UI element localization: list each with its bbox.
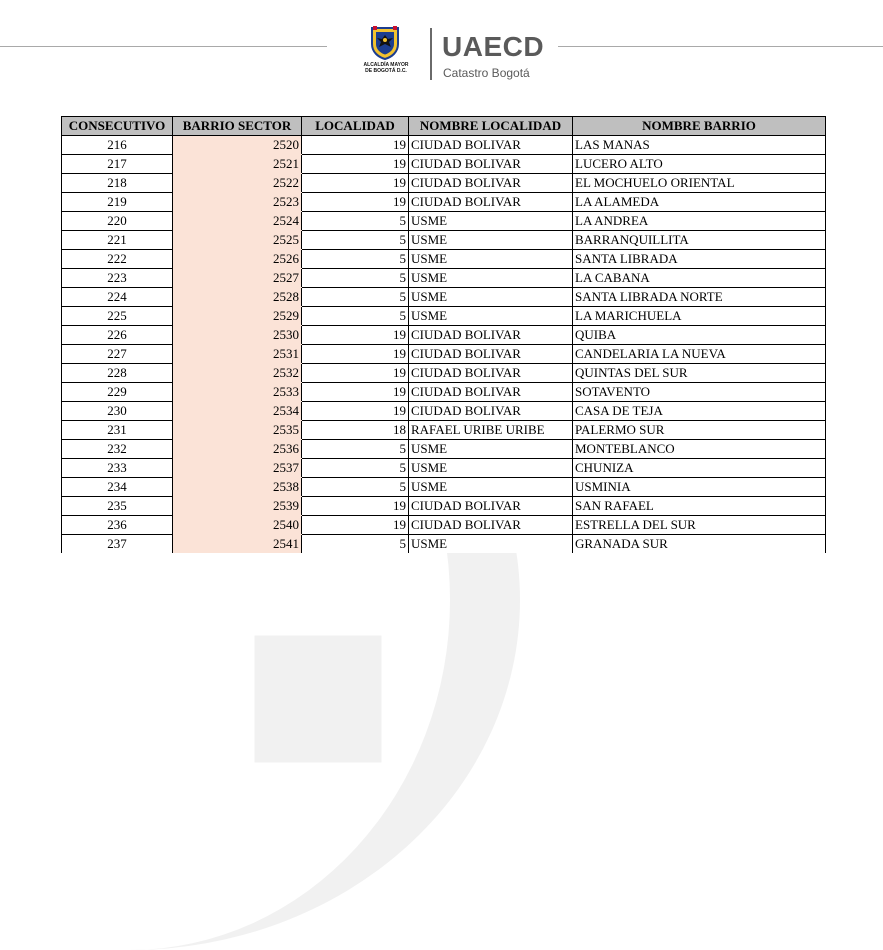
cell-nombre-barrio: MONTEBLANCO xyxy=(573,440,826,459)
cell-barrio-sector: 2536 xyxy=(173,440,302,459)
table-row xyxy=(62,288,826,307)
cell-localidad: 19 xyxy=(302,402,409,421)
table-row xyxy=(62,535,826,554)
cell-barrio-sector: 2538 xyxy=(173,478,302,497)
column-header-nombre-barrio: NOMBRE BARRIO xyxy=(573,117,826,136)
cell-nombre-localidad: USME xyxy=(409,250,573,269)
cell-localidad: 19 xyxy=(302,497,409,516)
cell-nombre-localidad: USME xyxy=(409,478,573,497)
brand-title: UAECD xyxy=(442,31,545,62)
cell-localidad: 19 xyxy=(302,345,409,364)
table-row xyxy=(62,440,826,459)
cell-localidad: 5 xyxy=(302,459,409,478)
cell-consecutivo: 222 xyxy=(62,250,173,269)
cell-nombre-barrio: GRANADA SUR xyxy=(573,535,826,554)
cell-nombre-barrio: QUINTAS DEL SUR xyxy=(573,364,826,383)
cell-consecutivo: 216 xyxy=(62,136,173,155)
cell-localidad: 5 xyxy=(302,307,409,326)
cell-barrio-sector: 2531 xyxy=(173,345,302,364)
cell-barrio-sector: 2524 xyxy=(173,212,302,231)
cell-barrio-sector: 2527 xyxy=(173,269,302,288)
cell-consecutivo: 234 xyxy=(62,478,173,497)
cell-nombre-barrio: CASA DE TEJA xyxy=(573,402,826,421)
table-row xyxy=(62,383,826,402)
cell-nombre-barrio: LA CABANA xyxy=(573,269,826,288)
cell-localidad: 19 xyxy=(302,326,409,345)
cell-barrio-sector: 2530 xyxy=(173,326,302,345)
cell-consecutivo: 219 xyxy=(62,193,173,212)
cell-consecutivo: 228 xyxy=(62,364,173,383)
cell-nombre-barrio: LUCERO ALTO xyxy=(573,155,826,174)
cell-nombre-barrio: LA ALAMEDA xyxy=(573,193,826,212)
column-header-localidad: LOCALIDAD xyxy=(302,117,409,136)
cell-nombre-localidad: CIUDAD BOLIVAR xyxy=(409,497,573,516)
table-row xyxy=(62,136,826,155)
cell-nombre-localidad: CIUDAD BOLIVAR xyxy=(409,326,573,345)
cell-nombre-barrio: SOTAVENTO xyxy=(573,383,826,402)
table-row xyxy=(62,459,826,478)
cell-nombre-barrio: LA ANDREA xyxy=(573,212,826,231)
cell-nombre-localidad: USME xyxy=(409,307,573,326)
cell-nombre-barrio: EL MOCHUELO ORIENTAL xyxy=(573,174,826,193)
cell-nombre-barrio: QUIBA xyxy=(573,326,826,345)
cell-nombre-barrio: SANTA LIBRADA xyxy=(573,250,826,269)
cell-consecutivo: 231 xyxy=(62,421,173,440)
cell-nombre-localidad: CIUDAD BOLIVAR xyxy=(409,155,573,174)
cell-nombre-barrio: LA MARICHUELA xyxy=(573,307,826,326)
table-row xyxy=(62,345,826,364)
header-rule-left xyxy=(0,46,327,47)
cell-barrio-sector: 2523 xyxy=(173,193,302,212)
cell-consecutivo: 236 xyxy=(62,516,173,535)
cell-consecutivo: 218 xyxy=(62,174,173,193)
cell-nombre-localidad: CIUDAD BOLIVAR xyxy=(409,345,573,364)
cell-barrio-sector: 2535 xyxy=(173,421,302,440)
cell-nombre-localidad: USME xyxy=(409,269,573,288)
cell-localidad: 19 xyxy=(302,174,409,193)
cell-barrio-sector: 2532 xyxy=(173,364,302,383)
cell-barrio-sector: 2522 xyxy=(173,174,302,193)
alcaldia-caption xyxy=(356,62,416,74)
cell-nombre-barrio: SANTA LIBRADA NORTE xyxy=(573,288,826,307)
cell-localidad: 5 xyxy=(302,212,409,231)
cell-consecutivo: 227 xyxy=(62,345,173,364)
header-rule-right xyxy=(558,46,883,47)
cell-nombre-localidad: USME xyxy=(409,212,573,231)
cell-nombre-barrio: USMINIA xyxy=(573,478,826,497)
table-row xyxy=(62,421,826,440)
cell-nombre-localidad: USME xyxy=(409,459,573,478)
barrios-table-container xyxy=(61,116,826,553)
cell-consecutivo: 232 xyxy=(62,440,173,459)
cell-nombre-localidad: CIUDAD BOLIVAR xyxy=(409,136,573,155)
cell-consecutivo: 230 xyxy=(62,402,173,421)
alcaldia-line2: DE BOGOTÁ D.C. xyxy=(365,68,407,74)
cell-nombre-localidad: CIUDAD BOLIVAR xyxy=(409,383,573,402)
cell-consecutivo: 220 xyxy=(62,212,173,231)
cell-consecutivo: 226 xyxy=(62,326,173,345)
table-row xyxy=(62,231,826,250)
barrios-table xyxy=(61,116,826,553)
table-row xyxy=(62,402,826,421)
cell-localidad: 5 xyxy=(302,250,409,269)
cell-barrio-sector: 2526 xyxy=(173,250,302,269)
cell-nombre-localidad: USME xyxy=(409,440,573,459)
cell-barrio-sector: 2533 xyxy=(173,383,302,402)
cell-nombre-localidad: CIUDAD BOLIVAR xyxy=(409,402,573,421)
cell-barrio-sector: 2537 xyxy=(173,459,302,478)
cell-nombre-localidad: USME xyxy=(409,231,573,250)
cell-nombre-barrio: LAS MANAS xyxy=(573,136,826,155)
cell-consecutivo: 223 xyxy=(62,269,173,288)
cell-barrio-sector: 2539 xyxy=(173,497,302,516)
cell-barrio-sector: 2520 xyxy=(173,136,302,155)
table-row xyxy=(62,250,826,269)
cell-localidad: 19 xyxy=(302,516,409,535)
cell-nombre-barrio: PALERMO SUR xyxy=(573,421,826,440)
cell-localidad: 5 xyxy=(302,440,409,459)
cell-consecutivo: 233 xyxy=(62,459,173,478)
column-header-nombre-localidad: NOMBRE LOCALIDAD xyxy=(409,117,573,136)
cell-consecutivo: 221 xyxy=(62,231,173,250)
cell-consecutivo: 224 xyxy=(62,288,173,307)
cell-localidad: 5 xyxy=(302,535,409,554)
table-header-row xyxy=(62,117,826,136)
cell-localidad: 5 xyxy=(302,288,409,307)
table-row xyxy=(62,364,826,383)
column-header-consecutivo: CONSECUTIVO xyxy=(62,117,173,136)
cell-barrio-sector: 2534 xyxy=(173,402,302,421)
cell-nombre-localidad: CIUDAD BOLIVAR xyxy=(409,364,573,383)
cell-localidad: 19 xyxy=(302,193,409,212)
bogota-crest-icon xyxy=(370,26,400,60)
cell-nombre-localidad: RAFAEL URIBE URIBE xyxy=(409,421,573,440)
brand-subtitle: Catastro Bogotá xyxy=(443,66,530,80)
cell-consecutivo: 225 xyxy=(62,307,173,326)
table-row xyxy=(62,307,826,326)
table-row xyxy=(62,326,826,345)
cell-barrio-sector: 2540 xyxy=(173,516,302,535)
table-row xyxy=(62,212,826,231)
cell-nombre-barrio: BARRANQUILLITA xyxy=(573,231,826,250)
cell-localidad: 19 xyxy=(302,383,409,402)
table-body xyxy=(62,136,826,554)
cell-nombre-localidad: USME xyxy=(409,288,573,307)
cell-localidad: 19 xyxy=(302,155,409,174)
cell-nombre-localidad: CIUDAD BOLIVAR xyxy=(409,193,573,212)
table-row xyxy=(62,193,826,212)
table-row xyxy=(62,497,826,516)
cell-barrio-sector: 2525 xyxy=(173,231,302,250)
cell-localidad: 5 xyxy=(302,269,409,288)
table-row xyxy=(62,269,826,288)
header-logo xyxy=(356,24,545,84)
cell-localidad: 19 xyxy=(302,136,409,155)
cell-localidad: 5 xyxy=(302,231,409,250)
cell-consecutivo: 237 xyxy=(62,535,173,554)
cell-nombre-barrio: SAN RAFAEL xyxy=(573,497,826,516)
table-row xyxy=(62,174,826,193)
table-row xyxy=(62,155,826,174)
cell-consecutivo: 229 xyxy=(62,383,173,402)
cell-nombre-localidad: CIUDAD BOLIVAR xyxy=(409,516,573,535)
cell-localidad: 5 xyxy=(302,478,409,497)
cell-localidad: 18 xyxy=(302,421,409,440)
cell-nombre-barrio: ESTRELLA DEL SUR xyxy=(573,516,826,535)
cell-barrio-sector: 2521 xyxy=(173,155,302,174)
cell-barrio-sector: 2529 xyxy=(173,307,302,326)
cell-nombre-localidad: CIUDAD BOLIVAR xyxy=(409,174,573,193)
cell-barrio-sector: 2541 xyxy=(173,535,302,554)
alcaldia-line1: ALCALDÍA MAYOR xyxy=(363,62,409,68)
cell-consecutivo: 217 xyxy=(62,155,173,174)
cell-nombre-localidad: USME xyxy=(409,535,573,554)
cell-barrio-sector: 2528 xyxy=(173,288,302,307)
logo-divider xyxy=(430,28,432,80)
cell-consecutivo: 235 xyxy=(62,497,173,516)
table-row xyxy=(62,478,826,497)
cell-localidad: 19 xyxy=(302,364,409,383)
cell-nombre-barrio: CHUNIZA xyxy=(573,459,826,478)
table-row xyxy=(62,516,826,535)
cell-nombre-barrio: CANDELARIA LA NUEVA xyxy=(573,345,826,364)
column-header-barrio-sector: BARRIO SECTOR xyxy=(173,117,302,136)
